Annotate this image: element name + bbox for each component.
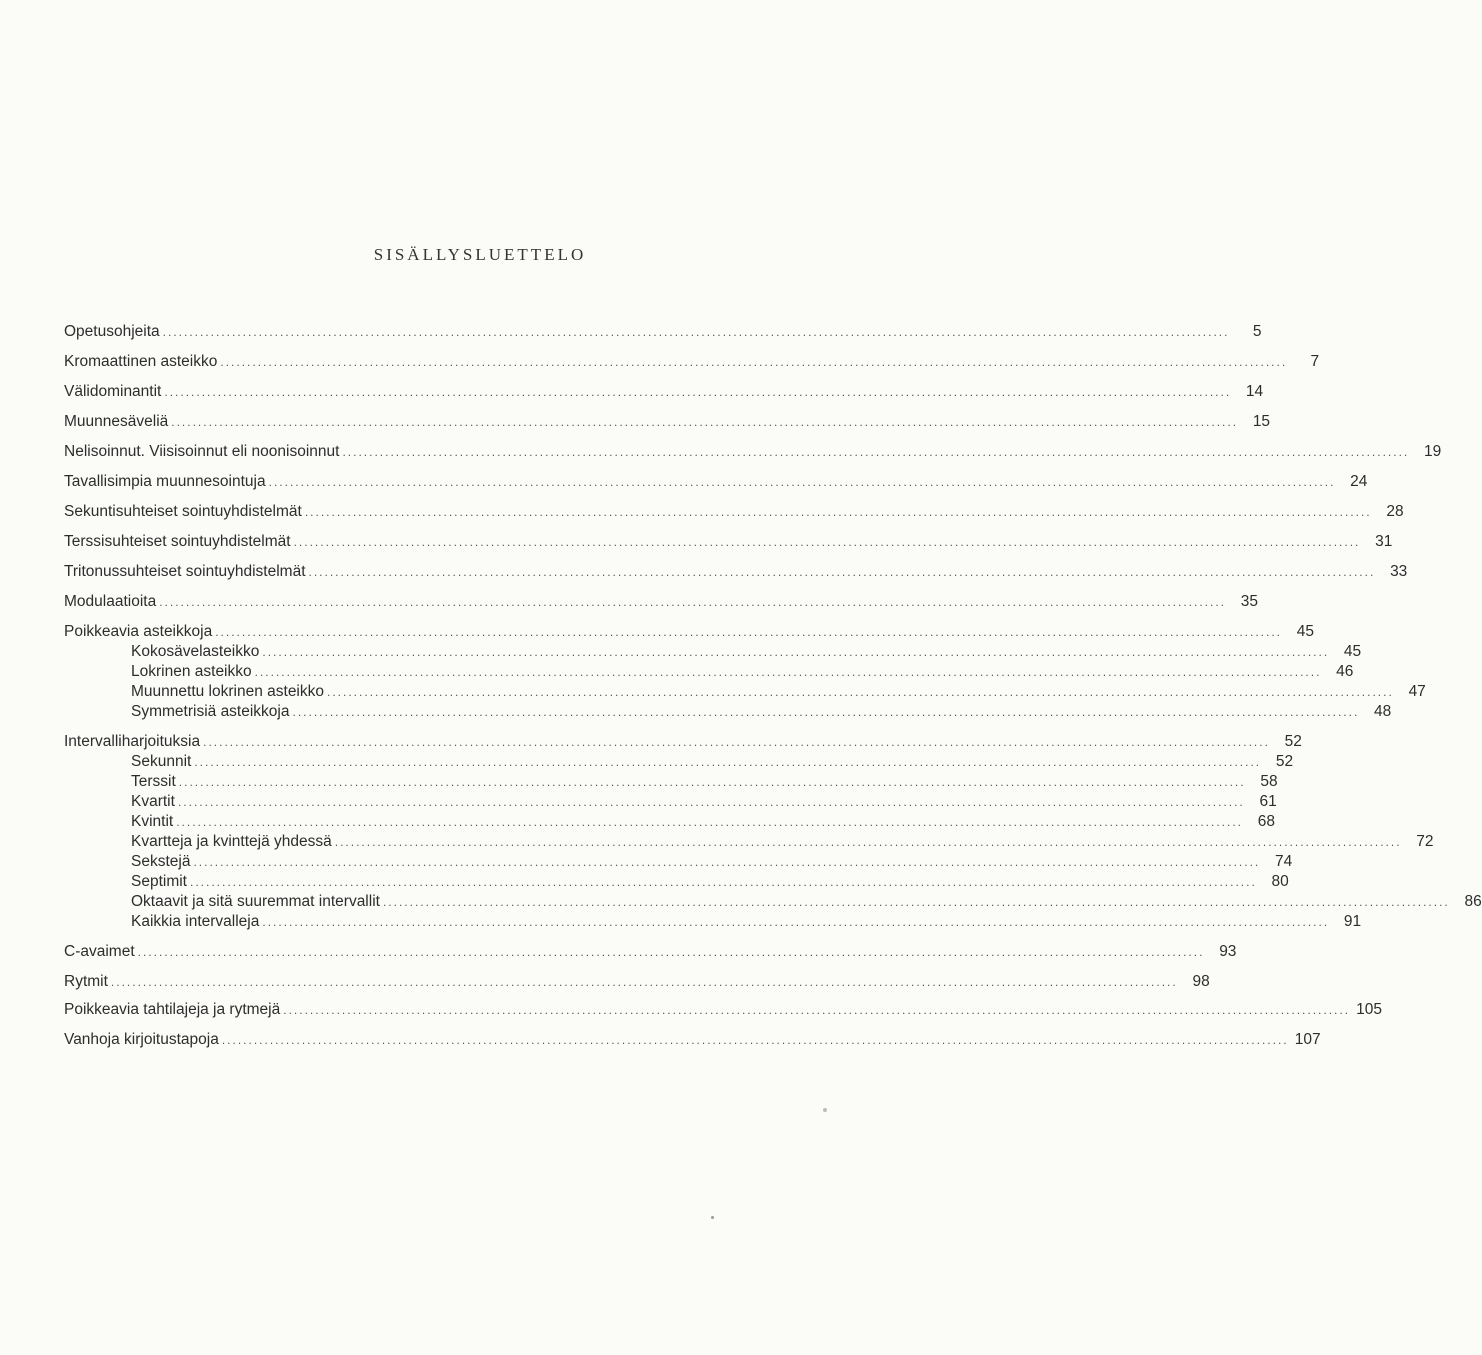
toc-subentry [131,852,1293,872]
toc-entry-page-number: 19 [1424,443,1442,460]
dot-leader: ........................................................................................................................................................................................................ [262,915,1330,929]
toc-entry-label: Terssisuhteiset sointuyhdistelmät [64,533,291,550]
toc-entry-label: Kvartit [131,793,175,810]
dot-leader: ........................................................................................................................................................................................................ [176,815,1244,829]
dot-leader: ........................................................................................................................................................................................................ [162,325,1230,339]
paper-speck [711,1216,714,1219]
dot-leader: ........................................................................................................................................................................................................ [254,665,1322,679]
toc-subentry [131,702,1392,722]
dot-leader: ........................................................................................................................................................................................................ [292,705,1360,719]
toc-entry-label: Opetusohjeita [64,323,160,340]
dot-leader: ........................................................................................................................................................................................................ [221,1033,1289,1047]
toc-entry-label: Nelisoinnut. Viisisoinnut eli noonisoinnut [64,443,340,460]
dot-leader: ........................................................................................................................................................................................................ [262,645,1330,659]
toc-subentry [131,812,1276,832]
dot-leader: ........................................................................................................................................................................................................ [304,505,1372,519]
toc-entry [64,942,1237,962]
toc-entry [64,382,1264,402]
toc-entry-page-number: 80 [1271,873,1289,890]
toc-entry-page-number: 52 [1284,733,1302,750]
toc-entry-page-number: 47 [1408,683,1426,700]
toc-entry [64,472,1368,492]
toc-entry-label: Intervalliharjoituksia [64,733,201,750]
toc-entry-label: Tavallisimpia muunnesointuja [64,473,266,490]
toc-entry-page-number: 107 [1294,1031,1321,1048]
dot-leader: ........................................................................................................................................................................................................ [177,795,1245,809]
toc-entry-label: Välidominantit [64,383,162,400]
dot-leader: ........................................................................................................................................................................................................ [164,385,1232,399]
toc-entry-page-number: 91 [1343,913,1362,930]
paper-speck [823,1108,827,1112]
toc-entry [64,622,1314,642]
toc-entry-label: Tritonussuhteiset sointuyhdistelmät [64,563,306,580]
toc-entry [64,442,1442,462]
dot-leader: ........................................................................................................................................................................................................ [283,1003,1351,1017]
toc-entry-label: Symmetrisiä asteikkoja [131,703,290,720]
toc-entry-label: Terssit [131,773,176,790]
dot-leader: ........................................................................................................................................................................................................ [215,625,1282,639]
toc-subentry [131,642,1362,662]
dot-leader: ........................................................................................................................................................................................................ [382,895,1450,909]
toc-entry-label: Kaikkia intervalleja [131,913,260,930]
toc-entry-label: Oktaavit ja sitä suuremmat intervallit [131,893,380,910]
toc-entry-label: Sekstejä [131,853,191,870]
dot-leader: ........................................................................................................................................................................................................ [194,755,1262,769]
toc-entry-page-number: 72 [1416,833,1434,850]
toc-entry [64,1030,1321,1050]
toc-entry-page-number: 28 [1386,503,1404,520]
toc-subentry [131,752,1294,772]
toc-entry-label: Kvartteja ja kvinttejä yhdessä [131,833,332,850]
toc-entry [64,502,1404,522]
toc-entry-label: Modulaatioita [64,593,157,610]
toc-entry-label: Poikkeavia tahtilajeja ja rytmejä [64,1001,281,1018]
page-title: SISÄLLYSLUETTELO [373,245,587,264]
dot-leader: ........................................................................................................................................................................................................ [110,975,1178,989]
dot-leader: ........................................................................................................................................................................................................ [171,415,1239,429]
toc-entry-page-number: 15 [1252,413,1271,430]
toc-subentry [131,912,1362,932]
dot-leader: ........................................................................................................................................................................................................ [190,875,1257,889]
dot-leader: ........................................................................................................................................................................................................ [327,685,1394,699]
dot-leader: ........................................................................................................................................................................................................ [193,855,1261,869]
toc-entry-page-number: 5 [1252,323,1262,340]
toc-entry-page-number: 68 [1257,813,1276,830]
dot-leader: ........................................................................................................................................................................................................ [293,535,1361,549]
toc-entry-label: Sekuntisuhteiset sointuyhdistelmät [64,503,302,520]
toc-entry-page-number: 98 [1192,973,1210,990]
dot-leader: ........................................................................................................................................................................................................ [342,445,1410,459]
toc-entry [64,412,1271,432]
toc-entry-page-number: 7 [1310,353,1320,370]
toc-entry [64,532,1393,552]
toc-entry [64,322,1262,342]
toc-subentry [131,832,1434,852]
toc-subentry [131,682,1426,702]
toc-entry [64,562,1408,582]
dot-leader: ........................................................................................................................................................................................................ [220,355,1288,369]
toc-entry-page-number: 45 [1296,623,1314,640]
dot-leader: ........................................................................................................................................................................................................ [308,565,1376,579]
toc-entry-page-number: 93 [1219,943,1237,960]
toc-subentry [131,872,1289,892]
toc-entry-page-number: 31 [1375,533,1393,550]
toc-entry-page-number: 24 [1350,473,1368,490]
toc-entry-page-number: 46 [1336,663,1354,680]
toc-entry-label: Septimit [131,873,187,890]
toc-entry-page-number: 52 [1275,753,1294,770]
toc-entry [64,1000,1383,1020]
toc-entry-page-number: 74 [1275,853,1293,870]
toc-subentry [131,792,1277,812]
dot-leader: ........................................................................................................................................................................................................ [159,595,1226,609]
toc-entry-label: Muunnettu lokrinen asteikko [131,683,325,700]
toc-entry-label: Kokosävelasteikko [131,643,260,660]
toc-entry-label: Poikkeavia asteikkoja [64,623,213,640]
toc-entry-page-number: 33 [1390,563,1408,580]
dot-leader: ........................................................................................................................................................................................................ [178,775,1246,789]
toc-entry [64,972,1210,992]
toc-entry-page-number: 48 [1374,703,1392,720]
toc-entry-label: C-avaimet [64,943,135,960]
dot-leader: ........................................................................................................................................................................................................ [268,475,1336,489]
toc-subentry [131,662,1354,682]
toc-entry-page-number: 58 [1260,773,1278,790]
toc-entry-label: Lokrinen asteikko [131,663,252,680]
toc-entry-page-number: 45 [1343,643,1362,660]
toc-entry [64,592,1258,612]
toc-entry-page-number: 35 [1240,593,1258,610]
toc-subentry [131,892,1482,912]
dot-leader: ........................................................................................................................................................................................................ [334,835,1402,849]
toc-entry-page-number: 61 [1259,793,1277,810]
dot-leader: ........................................................................................................................................................................................................ [203,735,1270,749]
toc-entry-label: Vanhoja kirjoitustapoja [64,1031,219,1048]
dot-leader: ........................................................................................................................................................................................................ [137,945,1205,959]
toc-entry-page-number: 105 [1356,1001,1383,1018]
toc-entry-label: Rytmit [64,973,108,990]
toc-entry [64,732,1302,752]
toc-entry-page-number: 86 [1464,893,1482,910]
toc-entry-label: Sekunnit [131,753,192,770]
toc-subentry [131,772,1278,792]
toc-entry-label: Muunnesäveliä [64,413,169,430]
toc-entry [64,352,1320,372]
toc-entry-label: Kromaattinen asteikko [64,353,218,370]
toc-entry-page-number: 14 [1245,383,1264,400]
toc-entry-label: Kvintit [131,813,174,830]
